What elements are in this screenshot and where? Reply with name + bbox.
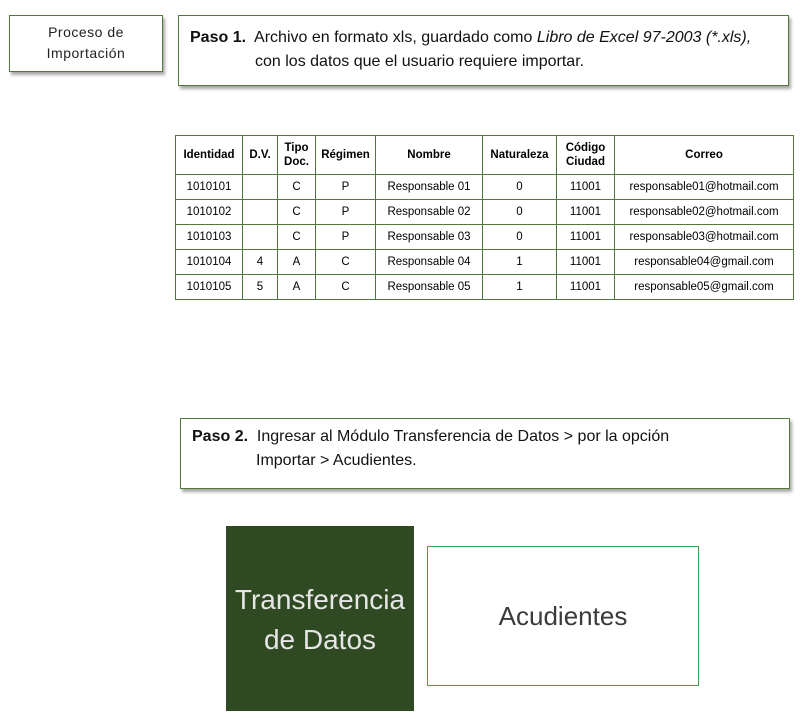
step1-line1 [190,26,751,50]
table-row [176,250,794,275]
header-nombre: Nombre [376,136,483,175]
table-row [176,175,794,200]
cell-naturaleza: 0 [483,175,557,200]
cell-correo: responsable02@hotmail.com [615,200,794,225]
cell-identidad: 1010101 [176,175,243,200]
acudientes-label: Acudientes [498,600,628,631]
cell-naturaleza: 1 [483,275,557,300]
header-identidad: Identidad [176,136,243,175]
step2-line1 [192,425,669,449]
cell-codigo-ciudad: 11001 [557,250,615,275]
cell-identidad: 1010105 [176,275,243,300]
process-label-line2: Importación [46,45,126,61]
step1-line2: con los datos que el usuario requiere importar. [255,53,585,70]
step1-text-a: Archivo en formato xls, guardado como [254,29,537,46]
process-label-line1: Proceso de [48,24,124,40]
transferencia-de-datos-tile[interactable] [226,526,414,711]
cell-regimen: C [316,275,376,300]
cell-correo: responsable05@gmail.com [615,275,794,300]
header-correo: Correo [615,136,794,175]
cell-correo: responsable03@hotmail.com [615,225,794,250]
table-header-row [176,136,794,175]
cell-regimen: P [316,200,376,225]
header-dv: D.V. [243,136,278,175]
cell-nombre: Responsable 02 [376,200,483,225]
cell-naturaleza: 1 [483,250,557,275]
table-row [176,225,794,250]
cell-dv: 5 [243,275,278,300]
cell-tipo-doc: C [278,225,316,250]
cell-tipo-doc: A [278,250,316,275]
cell-regimen: C [316,250,376,275]
cell-regimen: P [316,175,376,200]
cell-tipo-doc: A [278,275,316,300]
step2-box [180,418,790,489]
cell-tipo-doc: C [278,175,316,200]
cell-correo: responsable04@gmail.com [615,250,794,275]
cell-dv [243,200,278,225]
header-naturaleza: Naturaleza [483,136,557,175]
step2-line2: Importar > Acudientes. [256,452,417,469]
cell-identidad: 1010102 [176,200,243,225]
cell-nombre: Responsable 05 [376,275,483,300]
table-body [176,175,794,300]
step1-text-italic: Libro de Excel 97-2003 (*.xls), [536,29,752,46]
table-row [176,200,794,225]
cell-dv [243,175,278,200]
cell-correo: responsable01@hotmail.com [615,175,794,200]
cell-codigo-ciudad: 11001 [557,200,615,225]
cell-codigo-ciudad: 11001 [557,275,615,300]
step2-label: Paso 2. [192,428,249,445]
header-tipo-doc: Tipo Doc. [278,136,316,175]
cell-nombre: Responsable 04 [376,250,483,275]
data-table [175,135,794,300]
step2-text-a: Ingresar al Módulo Transferencia de Datos > por la opción [256,428,670,445]
acudientes-tile[interactable] [427,546,699,686]
header-codigo-ciudad: Código Ciudad [557,136,615,175]
cell-naturaleza: 0 [483,225,557,250]
process-label-box [9,15,163,72]
cell-identidad: 1010104 [176,250,243,275]
cell-codigo-ciudad: 11001 [557,175,615,200]
cell-nombre: Responsable 01 [376,175,483,200]
transfer-tile-line1: Transferencia [234,584,406,615]
cell-identidad: 1010103 [176,225,243,250]
cell-nombre: Responsable 03 [376,225,483,250]
cell-tipo-doc: C [278,200,316,225]
header-regimen: Régimen [316,136,376,175]
cell-codigo-ciudad: 11001 [557,225,615,250]
cell-dv [243,225,278,250]
step1-box [178,15,789,86]
step1-label: Paso 1. [190,29,247,46]
transfer-tile-line2: de Datos [263,624,377,655]
cell-naturaleza: 0 [483,200,557,225]
table-row [176,275,794,300]
cell-dv: 4 [243,250,278,275]
cell-regimen: P [316,225,376,250]
